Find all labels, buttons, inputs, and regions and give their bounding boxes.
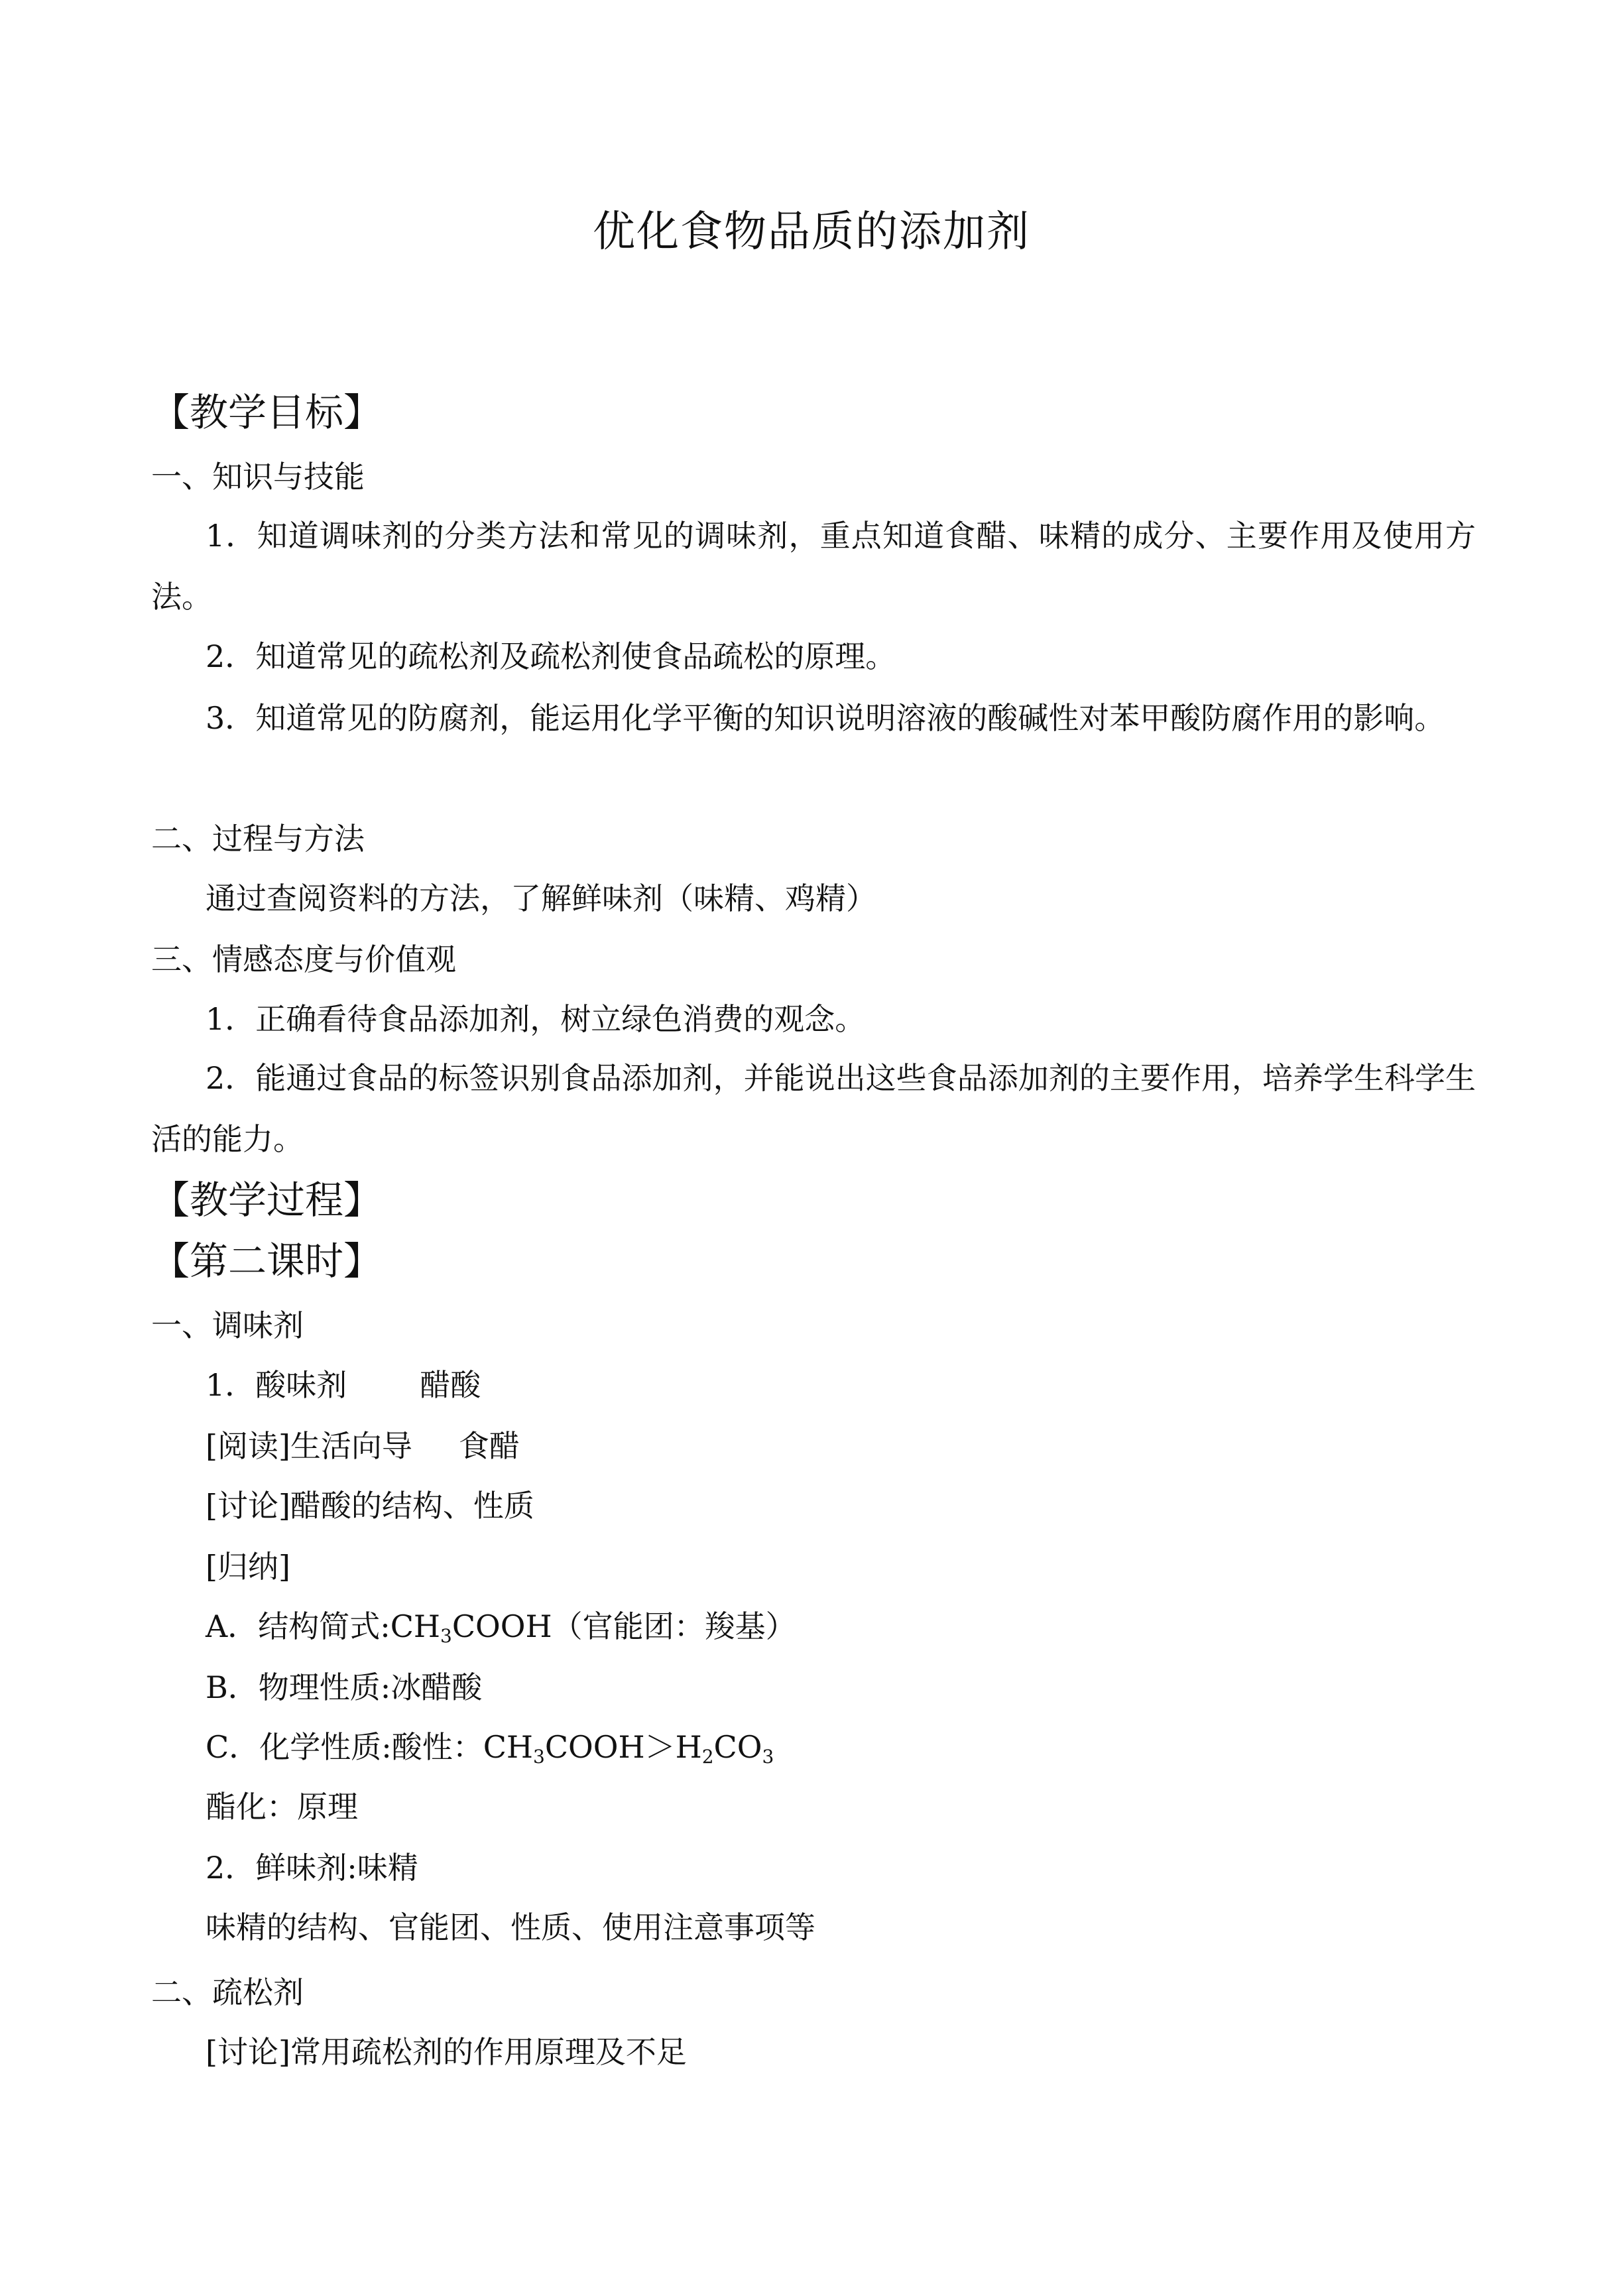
attitude-heading: 三、情感态度与价值观 xyxy=(151,941,456,977)
attitude-item-1: 1．正确看待食品添加剂，树立绿色消费的观念。 xyxy=(206,1001,866,1037)
knowledge-item-1: 1．知道调味剂的分类方法和常见的调味剂，重点知道食醋、味精的成分、主要作用及使用方法。 xyxy=(151,518,1476,615)
umami-agent-line: 2．鲜味剂:味精 xyxy=(206,1850,418,1886)
reading-line xyxy=(206,1423,520,1469)
discussion-acetic: [讨论]醋酸的结构、性质 xyxy=(206,1488,534,1524)
teaching-process-heading: 【教学过程】 xyxy=(151,1178,383,1223)
chemical-prefix: C．化学性质:酸性：CH xyxy=(206,1729,534,1765)
physical-property-line: B．物理性质:冰醋酸 xyxy=(206,1669,483,1705)
seasoning-heading: 一、调味剂 xyxy=(151,1307,304,1343)
knowledge-item-3: 3．知道常见的防腐剂，能运用化学平衡的知识说明溶液的酸碱性对苯甲酸防腐作用的影响。 xyxy=(206,700,1445,736)
subscript: 3 xyxy=(440,1625,452,1647)
structure-prefix: A．结构简式:CH xyxy=(206,1608,441,1644)
esterification-line: 酯化：原理 xyxy=(206,1789,358,1825)
attitude-item-2: 2．能通过食品的标签识别食品添加剂，并能说出这些食品添加剂的主要作用，培养学生科学生活的能力。 xyxy=(151,1060,1476,1157)
leavening-discussion: [讨论]常用疏松剂的作用原理及不足 xyxy=(206,2034,687,2070)
process-method-heading: 二、过程与方法 xyxy=(151,821,365,857)
page-title: 优化食物品质的添加剂 xyxy=(593,208,1030,257)
umami-text-line: 味精的结构、官能团、性质、使用注意事项等 xyxy=(206,1909,815,1945)
chemical-mid: COOH＞H xyxy=(544,1729,702,1765)
sour-agent-value: 醋酸 xyxy=(420,1367,481,1403)
reading-value: 食醋 xyxy=(458,1428,520,1464)
chemical-co: CO xyxy=(713,1729,762,1765)
lesson-heading: 【第二课时】 xyxy=(151,1239,383,1284)
reading-label: [阅读]生活向导 xyxy=(206,1428,412,1464)
structure-suffix: COOH（官能团：羧基） xyxy=(451,1608,796,1644)
structure-formula-line xyxy=(206,1603,796,1650)
subscript: 3 xyxy=(533,1746,545,1768)
sour-agent-line xyxy=(206,1362,481,1408)
summary-label: [归纳] xyxy=(206,1549,290,1585)
objectives-heading: 【教学目标】 xyxy=(151,390,383,435)
chemical-property-line xyxy=(206,1724,774,1770)
leavening-heading: 二、疏松剂 xyxy=(151,1974,304,2010)
knowledge-item-2: 2．知道常见的疏松剂及疏松剂使食品疏松的原理。 xyxy=(206,638,896,674)
process-method-text: 通过查阅资料的方法，了解鲜味剂（味精、鸡精） xyxy=(206,880,876,916)
sour-agent-label: 1．酸味剂 xyxy=(206,1367,347,1403)
subscript: 2 xyxy=(701,1746,714,1768)
knowledge-heading: 一、知识与技能 xyxy=(151,459,365,495)
subscript: 3 xyxy=(762,1746,774,1768)
